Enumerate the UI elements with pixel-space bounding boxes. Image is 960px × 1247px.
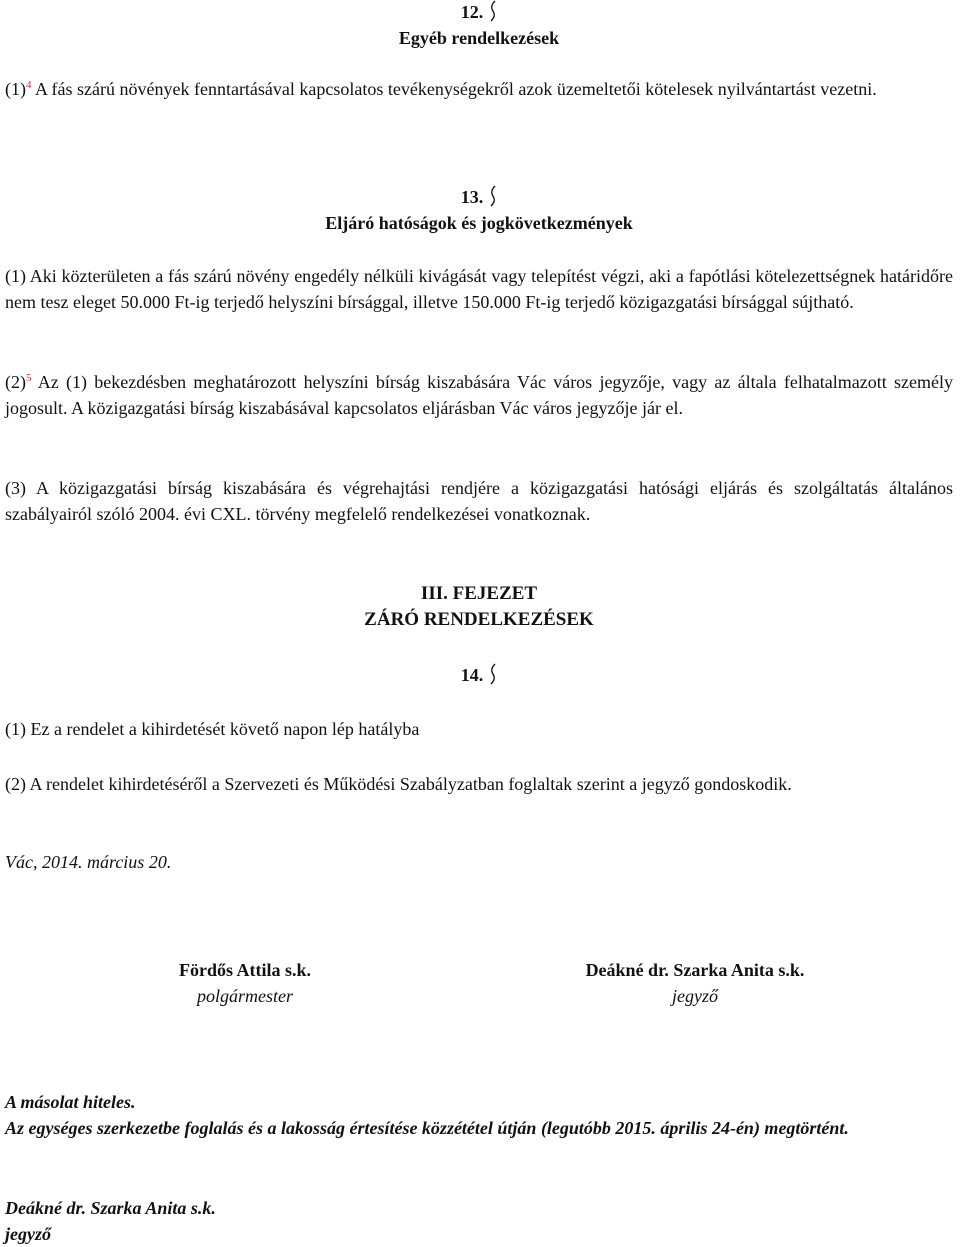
section-13-heading [5, 184, 953, 236]
signer-name: Deákné dr. Szarka Anita s.k. [5, 1198, 216, 1218]
paragraph-13-2 [5, 369, 953, 421]
footnote-marker: 4 [26, 79, 32, 91]
section-number: 14. [460, 665, 484, 685]
signer-role: jegyző [672, 986, 718, 1006]
signer-role: jegyző [5, 1224, 51, 1244]
paragraph-14-1: (1) Ez a rendelet a kihirdetését követő napon lép hatályba [5, 719, 420, 739]
paragraph-13-3: (3) A közigazgatási bírság kiszabására és végrehajtási rendjére a közigazgatási hatósági eljárás és szolgáltatás általános szabályairól szóló 2004. évi CXL. törvény megfelelő rendelkezései vonatkoznak. [5, 478, 953, 524]
chapter-heading [5, 581, 953, 633]
certification-line-1: A másolat hiteles. [5, 1092, 136, 1112]
section-sign-icon [489, 663, 497, 685]
section-number: 13. [460, 187, 484, 207]
signature-right [535, 957, 855, 1009]
paragraph-text: Az (1) bekezdésben meghatározott helyszíni bírság kiszabására Vác város jegyzője, vagy az általa felhatalmazott személy jogosult. A közigazgatási bírság kiszabásával kapcsolatos eljárásban Vác város jegyzője jár el. [5, 372, 954, 418]
section-title: Egyéb rendelkezések [398, 28, 560, 48]
section-title: Eljáró hatóságok és jogkövetkezmények [325, 213, 633, 233]
section-sign-icon [489, 0, 497, 22]
paragraph-number: (1) [5, 79, 26, 99]
certification-line-2: Az egységes szerkezetbe foglalás és a lakosság értesítése közzététel útján (legutóbb 2015. április 24-én) megtörtént. [5, 1118, 849, 1138]
paragraph-14-2: (2) A rendelet kihirdetéséről a Szervezeti és Működési Szabályzatban foglaltak szerint a jegyző gondoskodik. [5, 774, 792, 794]
paragraph-12-1 [5, 76, 953, 102]
chapter-number: III. FEJEZET [420, 583, 538, 604]
footnote-marker: 5 [26, 372, 32, 384]
paragraph-text: A fás szárú növények fenntartásával kapcsolatos tevékenységekről azok üzemeltetői kötelesek nyilvántartást vezetni. [35, 79, 877, 99]
date-place: Vác, 2014. március 20. [5, 852, 172, 872]
certification-signer [5, 1195, 953, 1247]
paragraph-13-1: (1) Aki közterületen a fás szárú növény engedély nélküli kivágását vagy telepítést végzi, aki a fapótlási kötelezettségnek határidőre nem tesz eleget 50.000 Ft-ig terjedő helyszíni bírsággal, illetve 150.000 Ft-ig terjedő közigazgatási bírsággal sújtható. [5, 266, 953, 312]
signer-role: polgármester [197, 986, 293, 1006]
certification-block [5, 1089, 953, 1141]
section-12-heading [5, 0, 953, 51]
signature-left [115, 957, 375, 1009]
paragraph-number: (2) [5, 372, 26, 392]
chapter-title: ZÁRÓ RENDELKEZÉSEK [364, 609, 594, 630]
section-sign-icon [489, 185, 497, 207]
signer-name: Fördős Attila s.k. [178, 960, 311, 980]
section-14-heading [5, 662, 953, 688]
section-number: 12. [460, 2, 484, 22]
signer-name: Deákné dr. Szarka Anita s.k. [585, 960, 805, 980]
